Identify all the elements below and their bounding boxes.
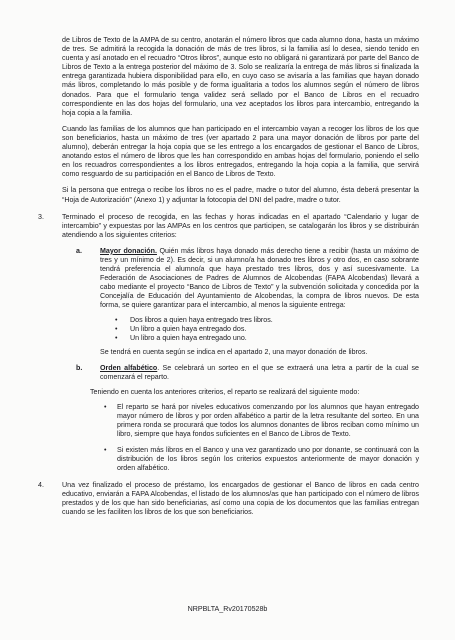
item-3a	[0, 247, 455, 311]
intro-paragraph-1: de Libros de Texto de la AMPA de su centro, anotarán el número libros que cada alumno dona, hasta un máximo de tres. Se admitirá la recogida la donación de más de tres libros, si la familia así lo desea, siendo tenido en cuenta y así anotado en el recuadro “Otros libros”, aunque esto no obligará ni garantizará por parte del Banco de Libros de Texto a la entrega posterior del máximo de 3. Solo se realizaría la entrega de más libros si finalizada la entrega garantizada hubiera disponibilidad para ello, en cuyo caso se avisaría a las familias que hayan donado más libros, completando lo más posible y de forma igualitaria a todos los alumnos según el número de libros donados. Para que el formulario tenga validez será sellado por el Banco de Libros en el recuadro correspondiente en las dos hojas del formulario, una vez aceptados los libros para intercambio, entregando la hoja copia a la familia.	[62, 36, 419, 117]
list-item: • Un libro a quien haya entregado dos.	[115, 324, 247, 333]
item-3a-title: Mayor donación.	[100, 246, 157, 255]
item-3a-after: Se tendrá en cuenta según se indica en el apartado 2, una mayor donación de libros.	[100, 347, 368, 356]
bullet-icon: •	[104, 445, 107, 454]
item-4	[0, 481, 455, 517]
bullet-icon: •	[104, 403, 107, 412]
item-3a-letter: a.	[76, 246, 82, 255]
item-3-text: Terminado el proceso de recogida, en las fechas y horas indicadas en el apartado “Calendario y lugar de intercambio” y expuestas por las AMPAs en los centros que participen, se catalogarán los libros y se distribuirán atendiendo a los siguientes criterios:	[62, 212, 419, 239]
guarantee-list	[0, 316, 455, 343]
intro-paragraph-3: Si la persona que entrega o recibe los libros no es el padre, madre o tutor del alumno, ésta deberá presentar la “Hoja de Autorización” (Anexo 1) y adjuntar la fotocopia del DNI del padre, madre o tutor.	[62, 186, 419, 204]
item-3b-paragraph	[100, 364, 419, 382]
document-code-footer: NRPBLTA_Rv20170528b	[187, 605, 268, 613]
list-item: • Dos libros a quien haya entregado tres libros.	[115, 315, 273, 324]
bullet-icon: •	[115, 333, 118, 342]
item-3-number: 3.	[38, 212, 44, 221]
item-3b-text: . Se celebrará un sorteo en el que se extraerá una letra a partir de la cual se comenzará el reparto.	[100, 363, 419, 381]
list-item: • Si existen más libros en el Banco y una vez garantizado uno por donante, se continuará con la distribución de los libros según los criterios expuestos anteriormente de mayor donación y orden alfabético.	[104, 445, 419, 472]
item-3	[0, 213, 455, 240]
list-item: • El reparto se hará por niveles educativos comenzando por los alumnos que hayan entregado mayor número de libros y por orden alfabético a partir de la letra resultante del sorteo. En una primera ronda se procurará que todos los alumnos donantes de libros reciban como mínimo un libro, siempre que haya fondos suficientes en el Banco de Libros de Texto.	[104, 403, 419, 439]
intro-paragraph-2: Cuando las familias de los alumnos que han participado en el intercambio vayan a recoger los libros de los que son beneficiarios, hasta un máximo de tres (ver apartado 2 para una mayor donación de libros por parte del alumno), deberán entregar la hoja copia que se les entrego a los encargados de gestionar el Banco de Libros, anotando estos el número de libros que les han correspondido en ambas hojas del formulario, poniendo el sello en los recuadros correspondientes a los libros entregados, entregando la hoja copia a la familia, que servirá como resguardo de su participación en el Banco de Libros de Texto.	[62, 124, 419, 179]
item-3b	[0, 364, 455, 382]
item-4-text: Una vez finalizado el proceso de préstamo, los encargados de gestionar el Banco de libros en cada centro educativo, enviarán a FAPA Alcobendas, el listado de los alumnos/as que han participado con el número de libros prestados y de los que han sido beneficiarias, así como una copia de los documentos que las familias entregan cuando se les faciliten los libros de los que son beneficiarios.	[62, 480, 419, 517]
document-body	[0, 36, 455, 517]
item-3b-letter: b.	[76, 363, 83, 372]
item-4-number: 4.	[38, 480, 44, 489]
item-3a-text: Quién más libros haya donado más derecho tiene a recibir (hasta un máximo de tres y un mínimo de 2). Es decir, si un alumno/a ha donado tres libros y otro dos, en caso sobrante tendrá preferencia el alumno/a que haya prestado tres libros, dos y así sucesivamente. La Federación de Asociaciones de Padres de Alumnos de Alcobendas (FAPA Alcobendas) llevará a cabo mediante el proyecto “Banco de Libros de Texto” y la subvención solicitada y concedida por la Concejalía de Educación del Ayuntamiento de Alcobendas, la compra de libros nuevos. De esta forma, se quiere garantizar para el intercambio, al menos la siguiente entrega:	[100, 246, 419, 310]
bullet-icon: •	[115, 324, 118, 333]
distribution-bullets	[0, 403, 455, 473]
item-3b-title: Orden alfabético	[100, 363, 158, 372]
item-3a-paragraph	[100, 247, 419, 311]
item-3b-lead: Teniendo en cuenta los anteriores criterios, el reparto se realizará del siguiente modo:	[90, 388, 360, 397]
list-item: • Un libro a quien haya entregado uno.	[115, 333, 247, 342]
bullet-icon: •	[115, 315, 118, 324]
